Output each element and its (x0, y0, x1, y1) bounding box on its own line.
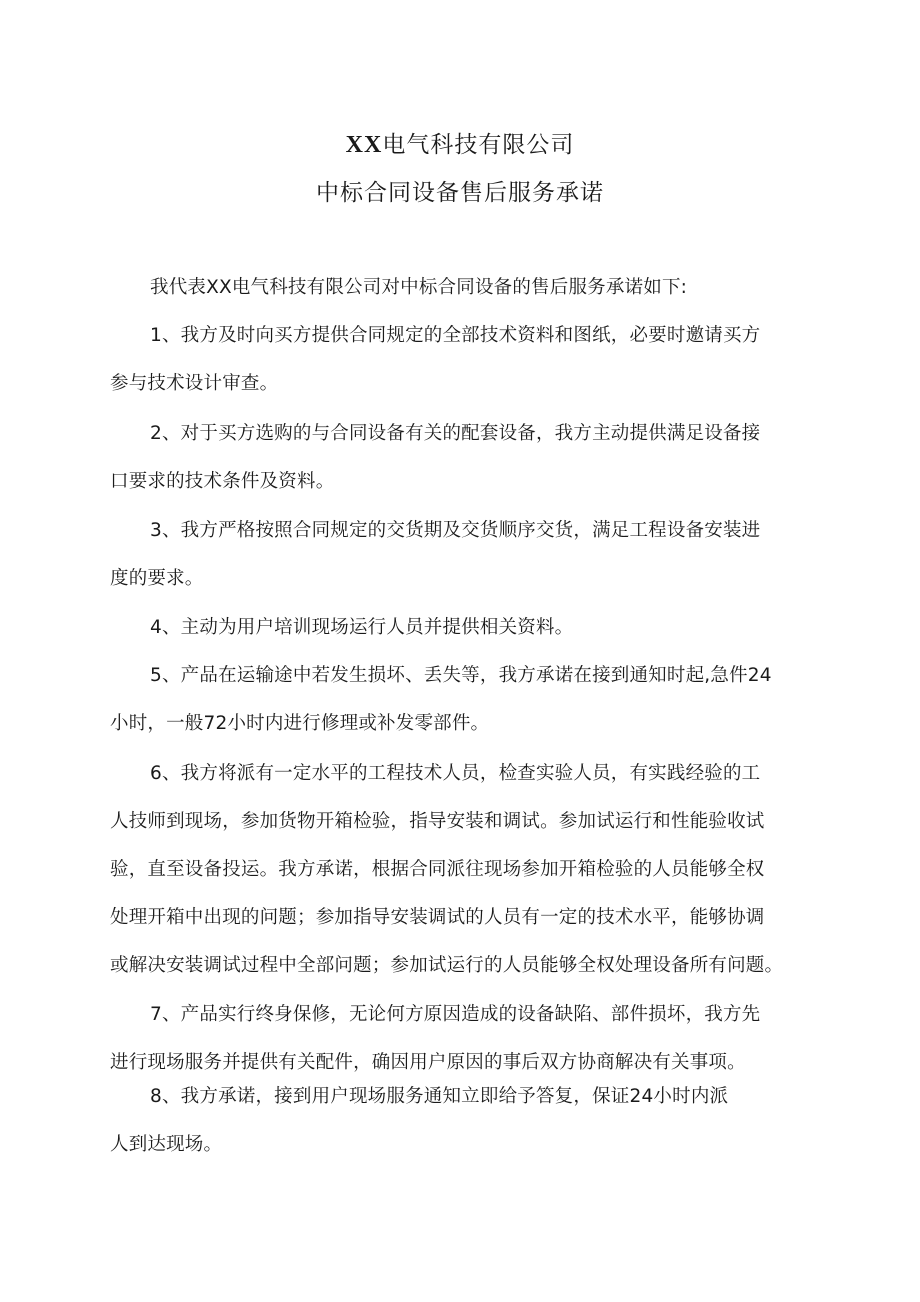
item-4-line-1: 4、主动为用户培训现场运行人员并提供相关资料。 (150, 617, 574, 638)
item-5-line-1: 5、产品在运输途中若发生损坏、丢失等，我方承诺在接到通知时起,急件24 (150, 665, 772, 686)
item-3-line-1: 3、我方严格按照合同规定的交货期及交货顺序交货，满足工程设备安装进 (150, 520, 761, 541)
item-6-line-5: 或解决安装调试过程中全部问题；参加试运行的人员能够全权处理设备所有问题。 (110, 955, 784, 976)
item-5-line-2: 小时，一般72小时内进行修理或补发零部件。 (110, 713, 490, 734)
item-6-line-1: 6、我方将派有一定水平的工程技术人员，检查实验人员，有实践经验的工 (150, 763, 761, 784)
company-title-prefix: XX (345, 132, 383, 158)
item-1-line-1: 1、我方及时向买方提供合同规定的全部技术资料和图纸，必要时邀请买方 (150, 325, 761, 346)
item-2-line-2: 口要求的技术条件及资料。 (110, 471, 335, 492)
item-1-line-2: 参与技术设计审查。 (110, 373, 279, 394)
item-6-line-2: 人技师到现场，参加货物开箱检验，指导安装和调试。参加试运行和性能验收试 (110, 811, 765, 832)
item-3-line-2: 度的要求。 (110, 568, 204, 589)
item-6-line-3: 验，直至设备投运。我方承诺，根据合同派往现场参加开箱检验的人员能够全权 (110, 859, 765, 880)
item-8-line-1: 8、我方承诺，接到用户现场服务通知立即给予答复，保证24小时内派 (150, 1086, 729, 1107)
company-title (0, 130, 920, 160)
company-title-rest: 电气科技有限公司 (382, 132, 575, 158)
item-6-line-4: 处理开箱中出现的问题；参加指导安装调试的人员有一定的技术水平，能够协调 (110, 907, 765, 928)
intro-paragraph: 我代表XX电气科技有限公司对中标合同设备的售后服务承诺如下: (150, 277, 688, 298)
item-7-line-1: 7、产品实行终身保修，无论何方原因造成的设备缺陷、部件损坏，我方先 (150, 1004, 761, 1025)
item-8-line-2: 人到达现场。 (110, 1134, 223, 1155)
item-2-line-1: 2、对于买方选购的与合同设备有关的配套设备，我方主动提供满足设备接 (150, 423, 761, 444)
item-7-line-2: 进行现场服务并提供有关配件，确因用户原因的事后双方协商解决有关事项。 (110, 1052, 746, 1073)
document-title: 中标合同设备售后服务承诺 (316, 180, 604, 206)
